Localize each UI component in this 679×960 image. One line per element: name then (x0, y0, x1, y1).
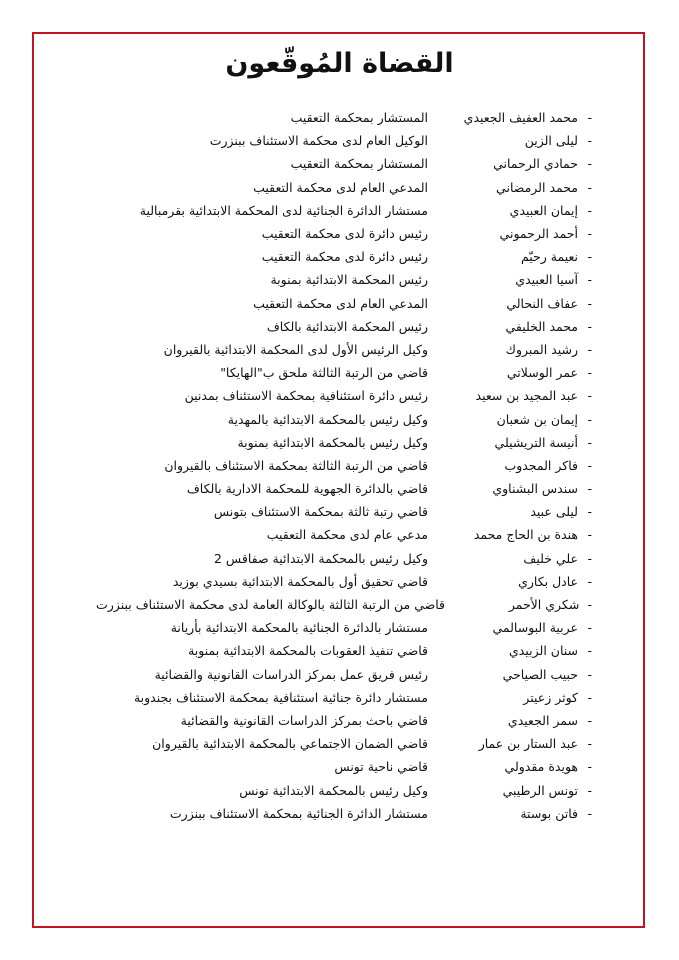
list-bullet: - (587, 272, 592, 288)
list-bullet: - (587, 156, 592, 172)
judge-name: هويدة مقدولي (504, 759, 578, 775)
list-bullet: - (587, 110, 592, 126)
judge-name: أحمد الرحموني (499, 226, 578, 242)
judge-position: قاضي من الرتبة الثالثة بمحكمة الاستئناف بالقيروان (164, 457, 428, 473)
judge-position: الوكيل العام لدى محكمة الاستئناف ببنزرت (209, 133, 428, 149)
judge-name: عفاف النحالي (506, 295, 578, 311)
list-item (96, 176, 592, 199)
judge-name: محمد العفيف الجعيدي (463, 110, 578, 126)
signatories-list (96, 106, 592, 825)
list-item (96, 199, 592, 222)
list-bullet: - (587, 527, 592, 543)
list-bullet: - (587, 457, 592, 473)
judge-position: مستشار الدائرة الجنائية بمحكمة الاستئناف ببنزرت (169, 805, 428, 821)
list-item (96, 570, 592, 593)
list-bullet: - (587, 597, 592, 613)
judge-position: قاضي من الرتبة الثالثة بالوكالة العامة لدى محكمة الاستئناف ببنزرت (96, 597, 446, 613)
judge-name: عادل بكاري (518, 573, 578, 589)
list-item (96, 431, 592, 454)
list-item (96, 663, 592, 686)
judge-position: قاضي رتبة ثالثة بمحكمة الاستئناف بتونس (213, 504, 428, 520)
list-bullet: - (587, 805, 592, 821)
list-item (96, 292, 592, 315)
list-item (96, 129, 592, 152)
judge-position: وكيل رئيس بالمحكمة الابتدائية صفاقس 2 (214, 550, 428, 566)
list-item (96, 315, 592, 338)
judge-position: مدعي عام لدى محكمة التعقيب (266, 527, 428, 543)
list-item (96, 500, 592, 523)
list-item (96, 523, 592, 546)
judge-name: فاكر المجدوب (504, 457, 578, 473)
list-item (96, 222, 592, 245)
list-item (96, 106, 592, 129)
list-item (96, 732, 592, 755)
judge-name: حبيب الصياحي (502, 666, 578, 682)
judge-position: قاضي تنفيذ العقوبات بالمحكمة الابتدائية بمنوبة (188, 643, 428, 659)
judge-position: وكيل رئيس بالمحكمة الابتدائية تونس (239, 782, 428, 798)
list-bullet: - (587, 249, 592, 265)
list-bullet: - (587, 179, 592, 195)
list-bullet: - (587, 666, 592, 682)
list-bullet: - (587, 504, 592, 520)
judge-position: رئيس فريق عمل بمركز الدراسات القانونية والقضائية (154, 666, 428, 682)
judge-position: رئيس المحكمة الابتدائية بالكاف (266, 318, 428, 334)
list-item (96, 616, 592, 639)
list-bullet: - (587, 411, 592, 427)
judge-position: المستشار بمحكمة التعقيب (290, 110, 428, 126)
list-bullet: - (587, 550, 592, 566)
judge-name: إيمان العبيدي (509, 202, 578, 218)
list-bullet: - (587, 643, 592, 659)
judge-position: مستشار الدائرة الجنائية لدى المحكمة الابتدائية بقرمبالية (139, 202, 428, 218)
list-item (96, 778, 592, 801)
judge-position: قاضي من الرتبة الثالثة ملحق ب"الهايكا" (220, 365, 428, 381)
judge-position: مستشار دائرة جنائية استئنافية بمحكمة الاستئناف بجندوبة (133, 689, 428, 705)
list-bullet: - (587, 481, 592, 497)
judge-name: عمر الوسلاتي (506, 365, 578, 381)
list-bullet: - (587, 712, 592, 728)
list-item (96, 547, 592, 570)
judge-name: ليلى عبيد (530, 504, 578, 520)
list-item (96, 268, 592, 291)
judge-position: قاضي الضمان الاجتماعي بالمحكمة الابتدائية بالقيروان (152, 736, 428, 752)
page-title: القضاة المُوقّعون (225, 48, 454, 79)
list-bullet: - (587, 318, 592, 334)
list-item (96, 709, 592, 732)
list-item (96, 593, 592, 616)
list-item (96, 384, 592, 407)
judge-name: علي خليف (523, 550, 578, 566)
list-bullet: - (587, 226, 592, 242)
list-bullet: - (587, 341, 592, 357)
judge-position: قاضي ناحية تونس (334, 759, 428, 775)
judge-position: المدعي العام لدى محكمة التعقيب (253, 295, 428, 311)
judge-name: كوثر زعيتر (523, 689, 578, 705)
list-bullet: - (587, 782, 592, 798)
judge-name: محمد الخليفي (505, 318, 578, 334)
judge-name: رشيد المبروك (505, 341, 578, 357)
judge-name: نعيمة رحيّم (520, 249, 578, 265)
judge-name: سمر الجعيدي (507, 712, 578, 728)
list-bullet: - (587, 759, 592, 775)
judge-position: المدعي العام لدى محكمة التعقيب (253, 179, 428, 195)
judge-name: أنيسة التريشيلي (494, 434, 578, 450)
judge-position: مستشار بالدائرة الجنائية بالمحكمة الابتدائية بأريانة (170, 620, 428, 636)
judge-name: تونس الرطيبي (502, 782, 578, 798)
judge-position: قاضي بالدائرة الجهوية للمحكمة الادارية بالكاف (186, 481, 428, 497)
judge-name: ليلى الزين (524, 133, 578, 149)
judge-position: قاضي تحقيق أول بالمحكمة الابتدائية بسيدي بوزيد (172, 573, 428, 589)
list-bullet: - (587, 365, 592, 381)
list-item (96, 245, 592, 268)
list-bullet: - (587, 620, 592, 636)
list-item (96, 686, 592, 709)
judge-name: هندة بن الحاج محمد (473, 527, 578, 543)
judge-name: عبد الستار بن عمار (478, 736, 578, 752)
list-item (96, 639, 592, 662)
judge-name: عربية البوسالمي (492, 620, 578, 636)
judge-name: شكري الأحمر (508, 597, 580, 613)
judge-name: فاتن بوستة (520, 805, 578, 821)
list-item (96, 152, 592, 175)
judge-position: رئيس دائرة لدى محكمة التعقيب (261, 249, 428, 265)
list-item (96, 802, 592, 825)
judge-name: سندس البشناوي (492, 481, 578, 497)
judge-name: آسيا العبيدي (515, 272, 578, 288)
judge-position: رئيس دائرة استئنافية بمحكمة الاستئناف بمدنين (184, 388, 428, 404)
list-item (96, 755, 592, 778)
list-bullet: - (587, 573, 592, 589)
list-item (96, 477, 592, 500)
list-bullet: - (587, 133, 592, 149)
judge-name: إيمان بن شعبان (496, 411, 578, 427)
judge-position: رئيس دائرة لدى محكمة التعقيب (261, 226, 428, 242)
judge-position: قاضي باحث بمركز الدراسات القانونية والقضائية (180, 712, 428, 728)
list-item (96, 338, 592, 361)
list-bullet: - (587, 202, 592, 218)
judge-name: حمادي الرحماني (493, 156, 578, 172)
list-item (96, 407, 592, 430)
judge-name: سنان الزبيدي (509, 643, 578, 659)
judge-position: وكيل رئيس بالمحكمة الابتدائية بمنوبة (237, 434, 428, 450)
list-item (96, 454, 592, 477)
judge-name: محمد الرمضاني (496, 179, 578, 195)
judge-position: المستشار بمحكمة التعقيب (290, 156, 428, 172)
list-item (96, 361, 592, 384)
list-bullet: - (587, 434, 592, 450)
judge-name: عبد المجيد بن سعيد (475, 388, 578, 404)
list-bullet: - (587, 736, 592, 752)
list-bullet: - (587, 295, 592, 311)
list-bullet: - (587, 388, 592, 404)
judge-position: رئيس المحكمة الابتدائية بمنوبة (270, 272, 428, 288)
judge-position: وكيل رئيس بالمحكمة الابتدائية بالمهدية (227, 411, 428, 427)
list-bullet: - (587, 689, 592, 705)
judge-position: وكيل الرئيس الأول لدى المحكمة الابتدائية بالقيروان (163, 341, 428, 357)
